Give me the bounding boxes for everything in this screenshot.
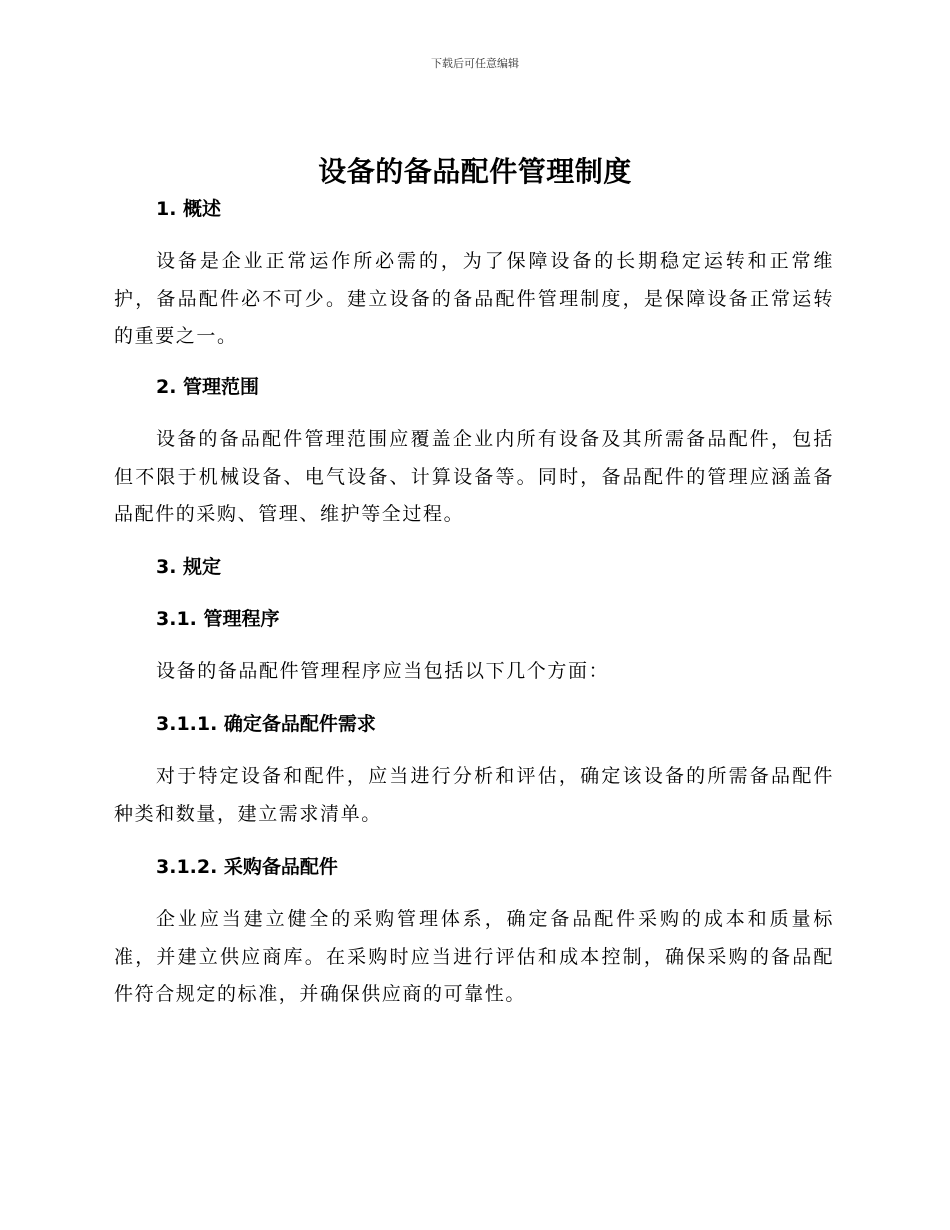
subsection-heading-purchase: 3.1.2. 采购备品配件 [156,856,338,878]
section-heading-scope: 2. 管理范围 [156,376,260,398]
subsection-heading-procedure: 3.1. 管理程序 [156,608,280,630]
document-title: 设备的备品配件管理制度 [318,155,632,188]
paragraph-scope: 设备的备品配件管理范围应覆盖企业内所有设备及其所需备品配件，包括但不限于机械设备、电气设备、计算设备等。同时，备品配件的管理应涵盖备品配件的采购、管理、维护等全过程。 [114,428,834,525]
paragraph-procedure: 设备的备品配件管理程序应当包括以下几个方面： [156,660,610,682]
subsection-heading-demand: 3.1.1. 确定备品配件需求 [156,713,376,735]
paragraph-demand: 对于特定设备和配件，应当进行分析和评估，确定该设备的所需备品配件种类和数量，建立需求清单。 [114,765,834,825]
header-note: 下载后可任意编辑 [431,57,519,70]
section-heading-rules: 3. 规定 [156,556,222,578]
section-heading-overview: 1. 概述 [156,198,222,220]
paragraph-overview: 设备是企业正常运作所必需的，为了保障设备的长期稳定运转和正常维护，备品配件必不可少。建立设备的备品配件管理制度，是保障设备正常运转的重要之一。 [114,250,834,347]
paragraph-purchase: 企业应当建立健全的采购管理体系，确定备品配件采购的成本和质量标准，并建立供应商库。在采购时应当进行评估和成本控制，确保采购的备品配件符合规定的标准，并确保供应商的可靠性。 [114,908,834,1005]
